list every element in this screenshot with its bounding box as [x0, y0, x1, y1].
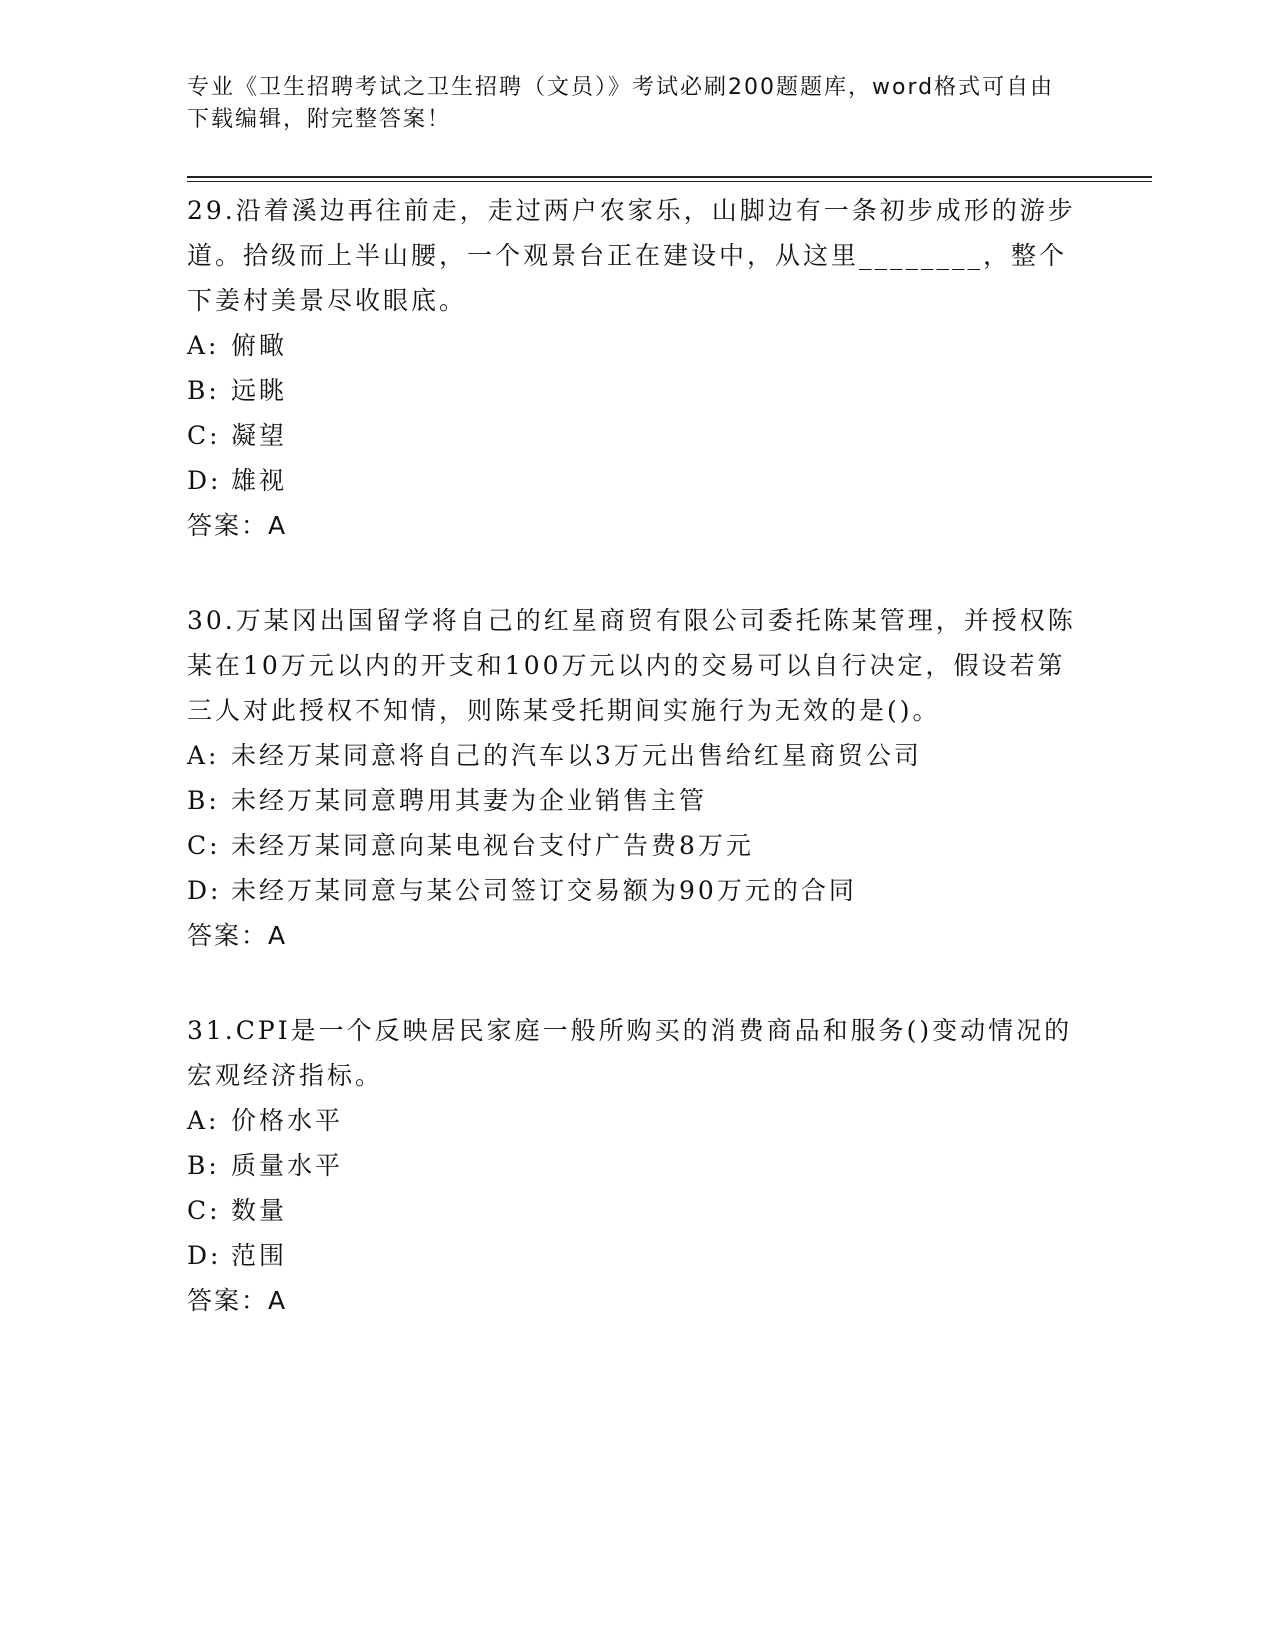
option-text: 未经万某同意向某电视台支付广告费8万元 [231, 831, 754, 860]
option-list [187, 1098, 1082, 1278]
option-d [187, 868, 1082, 913]
option-letter: C: [187, 421, 221, 450]
option-text: 范围 [231, 1241, 288, 1270]
option-text: 远眺 [231, 376, 288, 405]
option-text: 未经万某同意将自己的汽车以3万元出售给红星商贸公司 [231, 741, 922, 770]
option-text: 价格水平 [231, 1106, 344, 1135]
option-text: 未经万某同意与某公司签订交易额为90万元的合同 [231, 876, 857, 905]
option-c [187, 413, 1082, 458]
option-text: 俯瞰 [231, 331, 288, 360]
option-letter: B: [187, 376, 220, 405]
option-a [187, 1098, 1082, 1143]
question-text: 30.万某冈出国留学将自己的红星商贸有限公司委托陈某管理，并授权陈某在10万元以内的开支和100万元以内的交易可以自行决定，假设若第三人对此授权不知情，则陈某受托期间实施行为无效的是()。 [187, 606, 1076, 725]
option-text: 数量 [231, 1196, 288, 1225]
header-divider-thick [187, 176, 1152, 178]
question-text: 31.CPI是一个反映居民家庭一般所购买的消费商品和服务()变动情况的宏观经济指标。 [187, 1016, 1073, 1090]
answer-line: 答案：A [187, 511, 288, 540]
option-c [187, 1188, 1082, 1233]
option-a [187, 733, 1082, 778]
option-letter: C: [187, 1196, 221, 1225]
option-b [187, 1143, 1082, 1188]
option-letter: C: [187, 831, 221, 860]
option-a [187, 323, 1082, 368]
question-31 [187, 1008, 1082, 1323]
option-letter: D: [187, 876, 222, 905]
document-header: 专业《卫生招聘考试之卫生招聘（文员）》考试必刷200题题库，word格式可自由下载编辑，附完整答案！ [187, 75, 1055, 132]
option-text: 未经万某同意聘用其妻为企业销售主管 [231, 786, 708, 815]
question-text: 29.沿着溪边再往前走，走过两户农家乐，山脚边有一条初步成形的游步道。拾级而上半山腰，一个观景台正在建设中，从这里________，整个下姜村美景尽收眼底。 [187, 196, 1076, 315]
option-letter: A: [187, 331, 220, 360]
option-letter: D: [187, 1241, 222, 1270]
option-letter: B: [187, 1151, 220, 1180]
answer-line: 答案：A [187, 921, 288, 950]
option-letter: A: [187, 741, 220, 770]
option-b [187, 778, 1082, 823]
option-d [187, 1233, 1082, 1278]
option-c [187, 823, 1082, 868]
option-text: 凝望 [231, 421, 288, 450]
option-letter: D: [187, 466, 222, 495]
option-letter: A: [187, 1106, 220, 1135]
option-text: 雄视 [231, 466, 288, 495]
answer-line: 答案：A [187, 1286, 288, 1315]
option-list [187, 323, 1082, 503]
option-text: 质量水平 [231, 1151, 344, 1180]
header-divider-thin [187, 181, 1152, 182]
option-b [187, 368, 1082, 413]
option-d [187, 458, 1082, 503]
question-29 [187, 188, 1082, 548]
option-list [187, 733, 1082, 913]
question-30 [187, 598, 1082, 958]
option-letter: B: [187, 786, 220, 815]
